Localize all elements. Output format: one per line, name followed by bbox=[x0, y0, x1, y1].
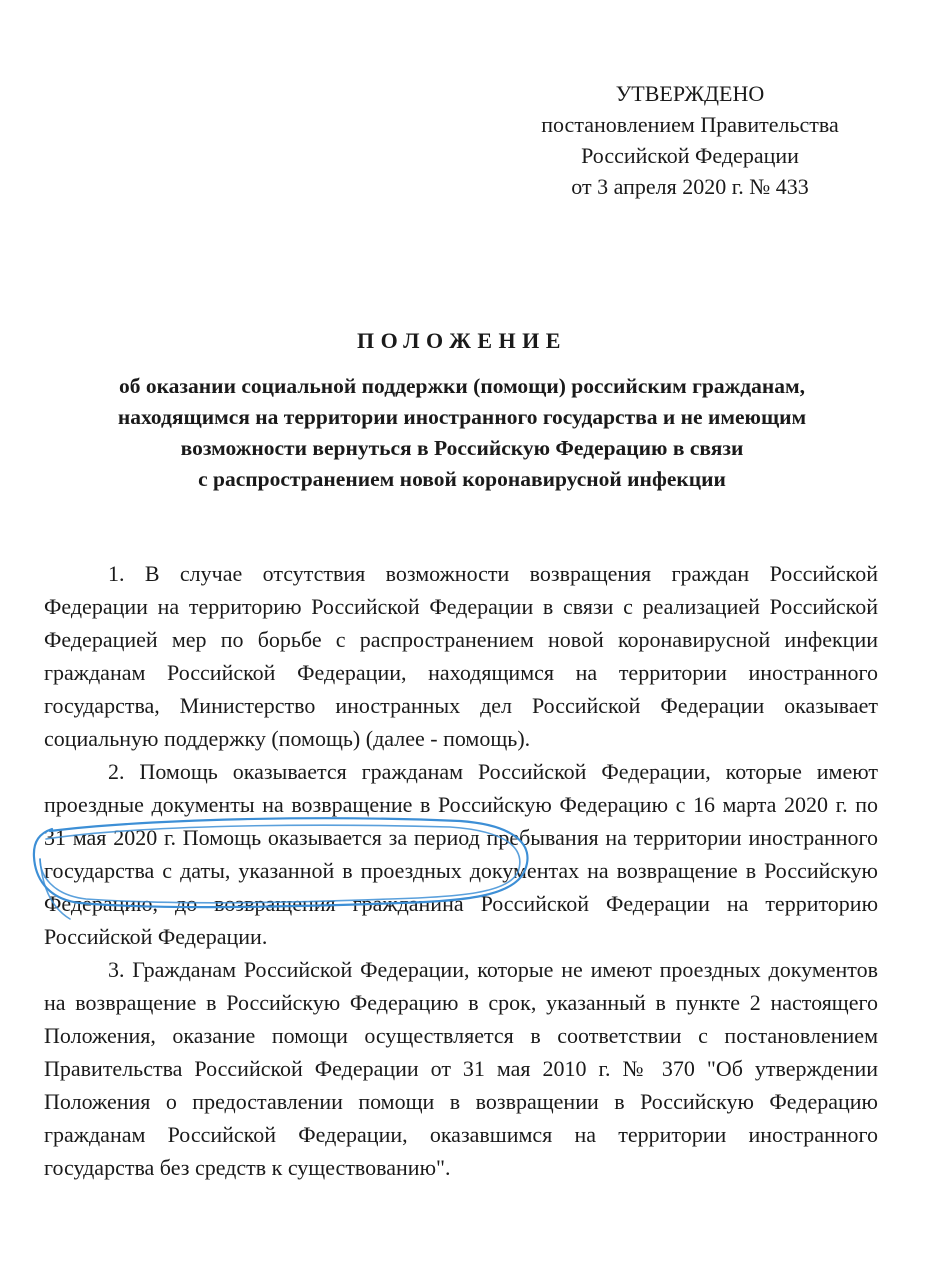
approval-stamp-block bbox=[500, 78, 880, 202]
approval-line-date-number: от 3 апреля 2020 г. № 433 bbox=[571, 174, 809, 199]
subtitle-line-1: об оказании социальной поддержки (помощи) российским гражданам, bbox=[118, 374, 806, 398]
paragraph-1: 1. В случае отсутствия возможности возвращения граждан Российской Федерации на территорию Российской Федерации в связи с реализацией Российской Федерацией мер по борьбе с распространением новой коронавирусной инфекции гражданам Российской Федерации, находящимся на территории иностранного государства, Министерство иностранных дел Российской Федерации оказывает социальную поддержку (помощь) (далее - помощь). bbox=[44, 561, 878, 751]
approval-line-government: Российской Федерации bbox=[581, 143, 799, 168]
subtitle-line-4: с распространением новой коронавирусной инфекции bbox=[198, 467, 726, 491]
subtitle-line-3: возможности вернуться в Российскую Федерацию в связи bbox=[180, 436, 744, 460]
document-body bbox=[44, 557, 878, 1184]
approval-heading: УТВЕРЖДЕНО bbox=[615, 81, 765, 106]
document-title: ПОЛОЖЕНИЕ bbox=[357, 328, 567, 353]
subtitle-line-2: находящимся на территории иностранного государства и не имеющим bbox=[117, 405, 807, 429]
approval-line-decree: постановлением Правительства bbox=[541, 112, 839, 137]
document-subtitle bbox=[30, 371, 894, 495]
paragraph-3: 3. Гражданам Российской Федерации, которые не имеют проездных документов на возвращение в Российскую Федерацию в срок, указанный в пункте 2 настоящего Положения, оказание помощи осуществляется в соответствии с постановлением Правительства Российской Федерации от 31 мая 2010 г. № 370 "Об утверждении Положения о предоставлении помощи в возвращении в Российскую Федерацию гражданам Российской Федерации, оказавшимся на территории иностранного государства без средств к существованию". bbox=[44, 957, 878, 1180]
paragraph-2: 2. Помощь оказывается гражданам Российской Федерации, которые имеют проездные документы на возвращение в Российскую Федерацию с 16 марта 2020 г. по 31 мая 2020 г. Помощь оказывается за период пребывания на территории иностранного государства с даты, указанной в проездных документах на возвращение в Российскую Федерацию, до возвращения гражданина Российской Федерации на территорию Российской Федерации. bbox=[44, 759, 878, 949]
